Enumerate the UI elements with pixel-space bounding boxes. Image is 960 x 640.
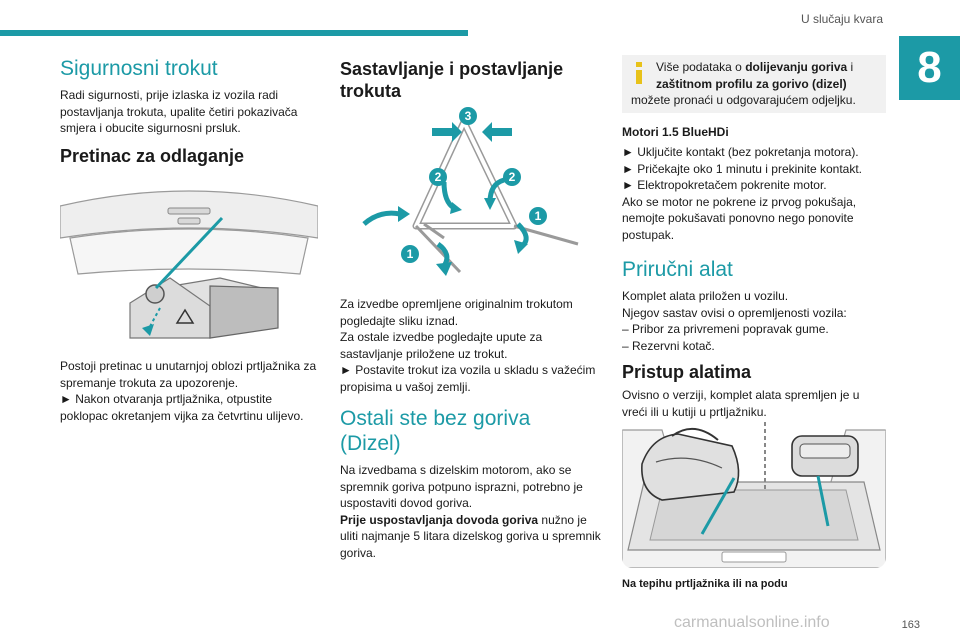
text-line: spremanje trokuta za upozorenje. [60,375,239,390]
step-badge: 1 [534,209,542,223]
text-line: sastavljanje priložene uz trokut. [340,346,508,361]
text-line: ► Uključite kontakt (bez pokretanja motora). [622,145,859,159]
text-line: poklopac okretanjem vijka za četvrtinu ulijevo. [60,408,304,423]
text-line: Radi sigurnosti, prije izlaska iz vozila radi [60,88,279,102]
heading-dizel: (Dizel) [340,432,401,455]
trunk-storage-figure [60,178,318,344]
heading-prirucni-alat: Priručni alat [622,258,733,281]
text-line: uliti najmanje 5 litara dizelskog goriva u spremnik [340,529,601,543]
text-line [340,512,587,529]
text-line: ► Elektropokretačem pokrenite motor. [622,178,827,192]
step-badge: 1 [406,247,414,261]
text-line: nemojte pokušavati ponovno nego ponovite [622,211,854,225]
text-line: – Rezervni kotač. [622,338,715,353]
text-line: možete pronaći u odgovarajućem odjeljku. [631,93,856,107]
text-line: Komplet alata priložen u vozilu. [622,289,789,303]
text-fragment: Više podataka o [656,60,746,74]
heading-pristup-alatima: Pristup alatima [622,362,752,382]
step-badge: 3 [464,109,472,123]
heading-pretinac: Pretinac za odlaganje [60,146,245,166]
page-number: 163 [901,619,920,631]
text-line [656,59,853,76]
text-line: ► Postavite trokut iza vozila u skladu s važećim [340,363,596,377]
bold-phrase: Prije uspostavljanja dovoda goriva [340,512,539,527]
text-line: ► Nakon otvaranja prtljažnika, otpustite [60,392,272,406]
text-line: – Pribor za privremeni popravak gume. [622,322,829,336]
watermark-text: carmanualsonline.info [674,614,830,631]
chapter-tab: 8 [899,36,960,100]
figure-caption: Na tepihu prtljažnika ili na podu [622,578,788,590]
text-line: vreći ili u kutiji u prtljažniku. [622,404,767,419]
subheading-motori: Motori 1.5 BlueHDi [622,125,729,139]
text-line: spremnik goriva potpuno isprazni, potrebno je [340,479,583,494]
text-line: uspostaviti dovod goriva. [340,496,473,510]
text-line: Njegov sastav ovisi o opremljenosti vozila: [622,305,847,320]
text-line: postavljanja trokuta, upalite četiri pokazivača [60,104,298,119]
heading-sastavljanje: Sastavljanje i postavljanje [340,59,564,79]
header-accent-bar [0,30,468,36]
text-line: pogledajte sliku iznad. [340,313,459,328]
bold-phrase: dolijevanju goriva [745,60,848,74]
text-line: Za izvedbe opremljene originalnim trokutom [340,297,573,311]
text-line: propisima u vašoj zemlji. [340,379,471,394]
text-line: Ako se motor ne pokrene iz prvog pokušaja, [622,194,857,209]
text-line: Postoji pretinac u unutarnjoj oblozi prtljažnika za [60,359,317,373]
text-line: Ovisno o verziji, komplet alata spremljen je u [622,388,860,402]
text-line: smjera i obucite sigurnosni prsluk. [60,121,241,135]
step-badge: 2 [434,170,442,184]
text-line: Za ostale izvedbe pogledajte upute za [340,330,543,344]
triangle-assembly-figure [340,104,598,284]
step-badge: 2 [508,170,516,184]
heading-sigurnosni-trokut: Sigurnosni trokut [60,57,218,80]
text-line: ► Pričekajte oko 1 minutu i prekinite kontakt. [622,161,862,176]
bold-phrase: zaštitnom profilu za gorivo (dizel) [656,76,847,91]
info-box [622,55,886,113]
text-fragment: i [847,60,854,74]
text-line: postupak. [622,227,675,242]
text-line: Na izvedbama s dizelskim motorom, ako se [340,463,572,477]
tool-kit-trunk-figure [622,422,886,568]
heading-sastavljanje-cont: trokuta [340,81,402,101]
info-icon [632,62,646,84]
text-fragment: nužno je [538,512,587,527]
text-line: goriva. [340,545,377,560]
text-line [656,76,847,93]
section-title: U slučaju kvara [800,12,883,26]
heading-ostali-bez-goriva: Ostali ste bez goriva [340,407,531,430]
